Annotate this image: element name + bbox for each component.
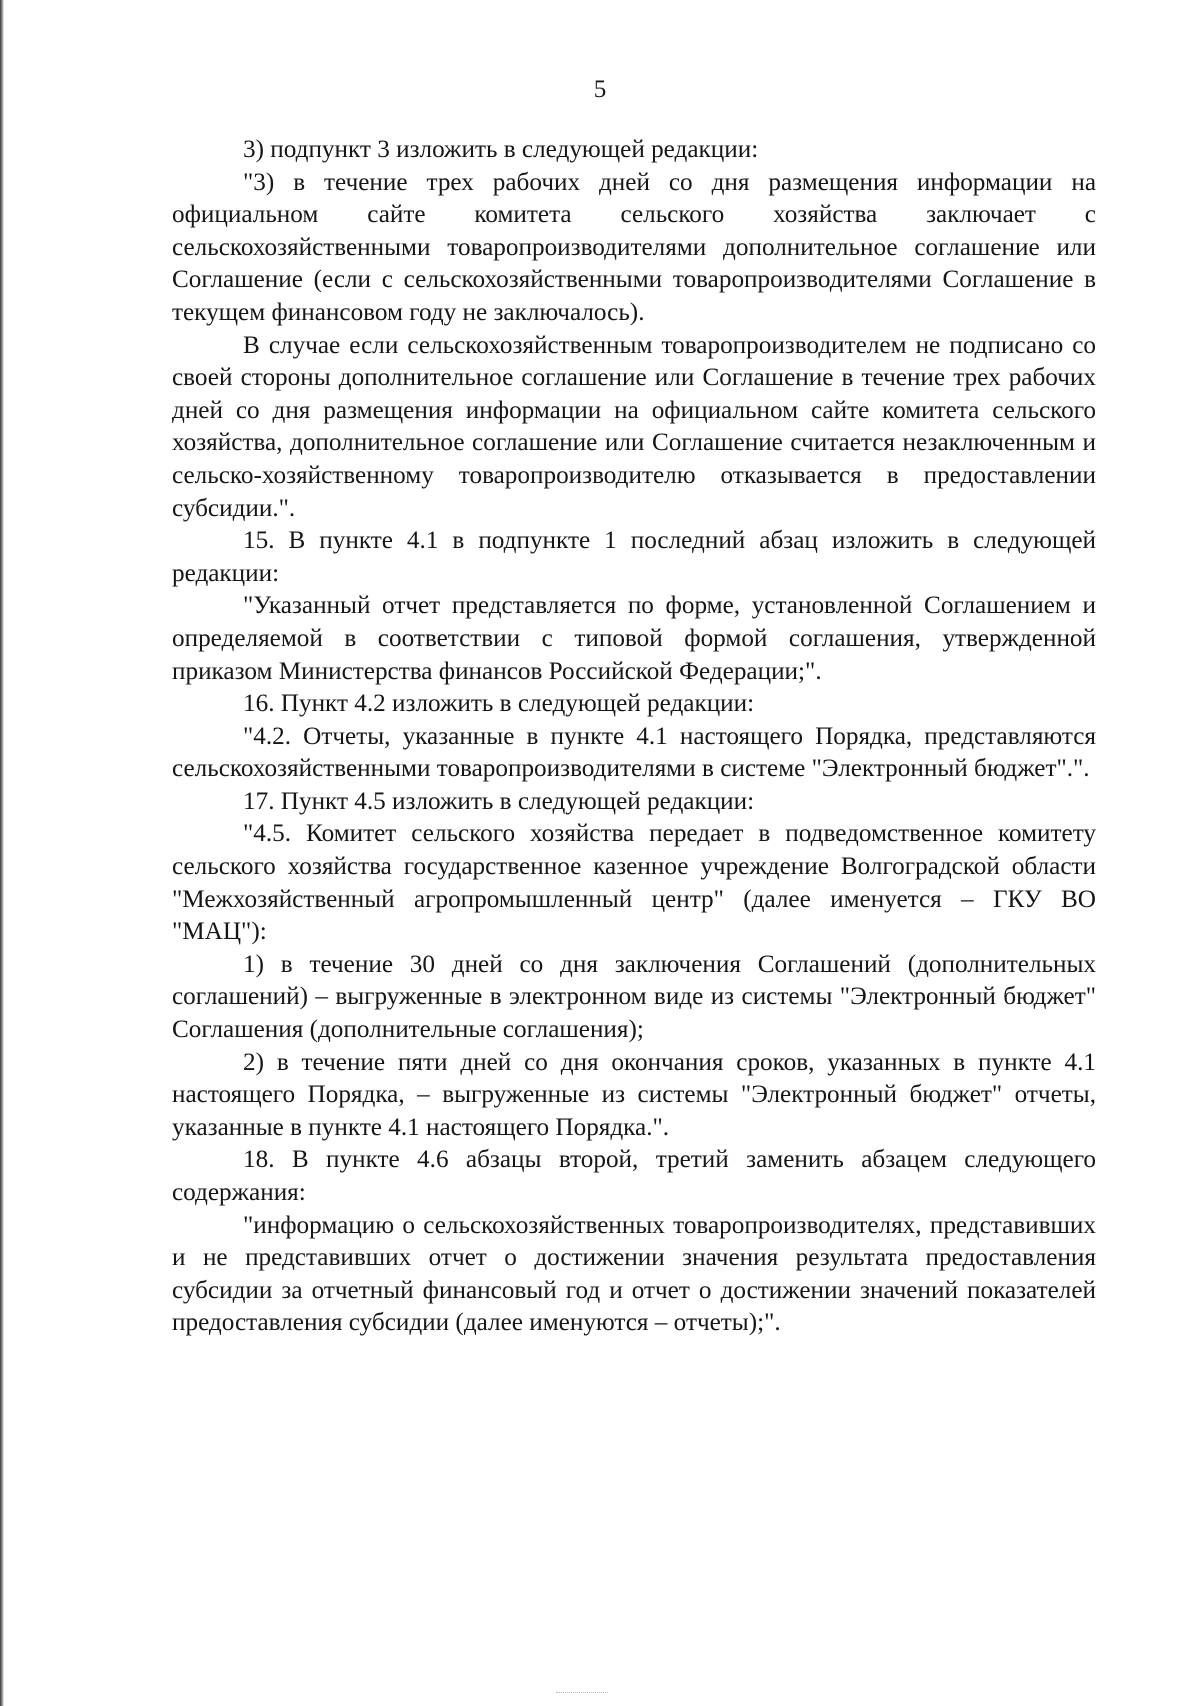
paragraph-item-16: 16. Пункт 4.2 изложить в следующей редакции:: [243, 690, 755, 718]
paragraph-item-18: 18. В пункте 4.6 абзацы второй, третий заменить абзацем следующего содержания:: [172, 1146, 1096, 1206]
paragraph-subitem-3-text: "3) в течение трех рабочих дней со дня размещения информации на официальном сайте комитета сельского хозяйства заключает с сельскохозяйственными товаропроизводителями дополнительное соглашение или Соглашение (если с сельскохозяйственными товаропроизводителями Соглашение в текущем финансовом году не заключалось).: [172, 168, 1096, 326]
paragraph-clause-4-5-sub-2: 2) в течение пяти дней со дня окончания сроков, указанных в пункте 4.1 настоящего Порядка, – выгруженные из системы "Электронный бюджет" отчеты, указанные в пункте 4.1 настоящего Порядка.".: [172, 1048, 1096, 1141]
paragraph-report-form: "Указанный отчет представляется по форме, установленной Соглашением и определяемой в соответствии с типовой формой соглашения, утвержденной приказом Министерства финансов Российской Федерации;".: [172, 592, 1096, 685]
paragraph-clause-4-5-sub-1: 1) в течение 30 дней со дня заключения Соглашений (дополнительных соглашений) – выгруженные в электронном виде из системы "Электронный бюджет" Соглашения (дополнительные соглашения);: [172, 950, 1096, 1044]
paragraph-item-17: 17. Пункт 4.5 изложить в следующей редакции:: [243, 787, 755, 815]
paragraph-clause-4-2: "4.2. Отчеты, указанные в пункте 4.1 настоящего Порядка, представляются сельскохозяйственными товаропроизводителями в системе "Электронный бюджет".".: [172, 722, 1096, 783]
paragraph-item-15: 15. В пункте 4.1 в подпункте 1 последний абзац изложить в следующей редакции:: [172, 527, 1096, 587]
paragraph-clause-4-5: "4.5. Комитет сельского хозяйства передает в подведомственное комитету сельского хозяйства государственное казенное учреждение Волгоградской области "Межхозяйственный агропромышленный центр" (далее именуется – ГКУ ВО "МАЦ"):: [172, 820, 1096, 946]
scan-artifact: [556, 1692, 608, 1695]
paragraph-reports-information: "информацию о сельскохозяйственных товаропроизводителях, представивших и не представивших отчет о достижении значения результата предоставления субсидии за отчетный финансовый год и отчет о достижении значений показателей предоставления субсидии (далее именуются – отчеты);".: [172, 1211, 1096, 1337]
paragraph-unsigned-agreement: В случае если сельскохозяйственным товаропроизводителем не подписано со своей стороны дополнительное соглашение или Соглашение в течение трех рабочих дней со дня размещения информации на официальном сайте комитета сельского хозяйства, дополнительное соглашение или Соглашение считается незаключенным и сельско-хозяйственному товаропроизводителю отказывается в предоставлении субсидии.".: [172, 331, 1096, 522]
scan-edge-shadow: [0, 0, 4, 1706]
page-number: 5: [593, 76, 607, 103]
paragraph-subitem-3-instruction: 3) подпункт 3 изложить в следующей редакции:: [243, 136, 759, 163]
document-body: [172, 134, 1096, 1340]
